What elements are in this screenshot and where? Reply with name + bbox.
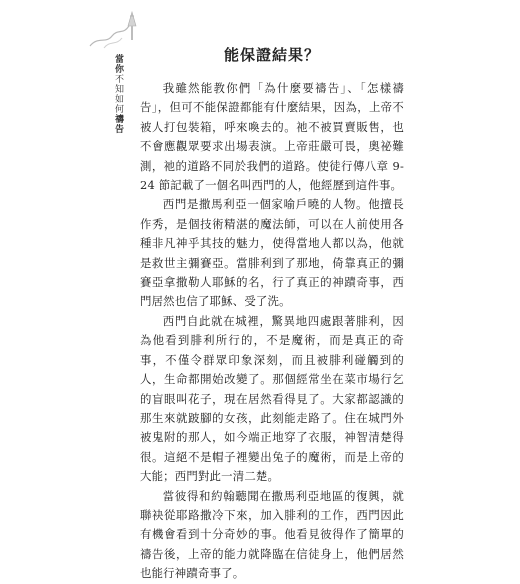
paragraph-1: 我雖然能教你們「為什麼要禱告」、「怎樣禱告」，但可不能保證都能有什麼結果，因為，上帝不被人打包裝箱，呼來喚去的。祂不被買賣販售，也不會應觀眾要求出場表演。上帝莊嚴可畏，奧祕難測，祂的道路不同於我們的道路。使徒行傳八章 9-24 節記載了一個名叫西門的人，他經歷到這件事。 (140, 81, 404, 193)
paragraph-3: 西門自此就在城裡，驚異地四處跟著腓利，因為他看到腓利所行的，不是魔術，而是真正的奇事，不僅令群眾印象深刻，而且被腓利碰觸到的人，生命都開始改變了。那個經常坐在菜市場行乞的盲眼叫花子，現在居然看得見了。大家都認識的那生來就跛腳的女孩，此刻能走路了。住在城門外被鬼附的那人，如今端正地穿了衣服，神智清楚得很。這絕不是帽子裡變出兔子的魔術，而是上帝的大能；西門對此一清二楚。 (140, 313, 404, 484)
paragraph-2: 西門是撒馬利亞一個家喻戶曉的人物。他擅長作秀，是個技術精湛的魔法師，可以在人前使用各種非凡神乎其技的魅力，使得當地人都以為，他就是救世主彌賽亞。當腓利到了那地，倚靠真正的彌賽亞拿撒勒人耶穌的名，行了真正的神蹟奇事，西門居然也信了耶穌、受了洗。 (140, 197, 404, 309)
paragraph-4: 當彼得和約翰聽聞在撒馬利亞地區的復興，就聯袂從耶路撒冷下來，加入腓利的工作，西門因此有機會看到十分奇妙的事。他看見彼得作了簡單的禱告後，上帝的能力就降臨在信徒身上，他們居然也能行神蹟奇事了。 (140, 488, 404, 581)
section-title: 能保證結果？ (223, 46, 320, 64)
page-body (140, 44, 404, 584)
running-title-part-2: 不知如何 (113, 74, 123, 114)
running-book-title (112, 54, 124, 134)
running-title-part-1: 當你 (113, 54, 123, 74)
running-title-part-3: 禱告 (113, 114, 123, 134)
decorative-swirl-ornament (84, 6, 144, 52)
